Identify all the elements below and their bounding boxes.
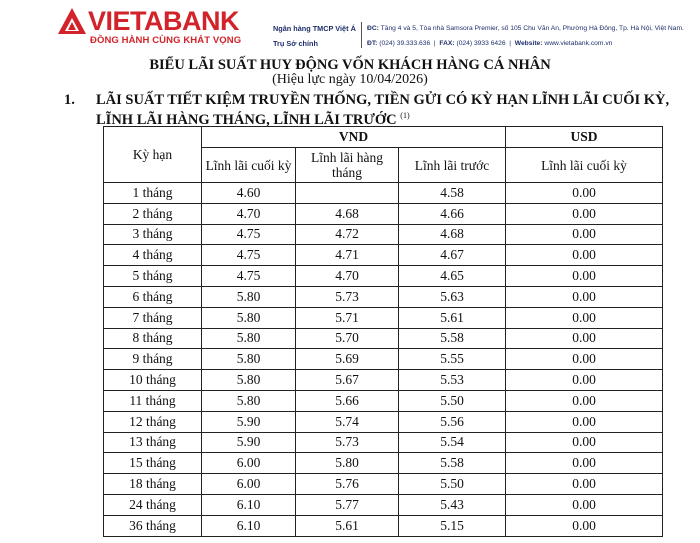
table-row — [104, 494, 663, 515]
contact-info — [367, 21, 684, 51]
term-cell: 7 tháng — [104, 307, 202, 328]
usd-header: USD — [506, 127, 663, 148]
document-title: BIỂU LÃI SUẤT HUY ĐỘNG VỐN KHÁCH HÀNG CÁ NHÂN — [149, 57, 551, 73]
rate-usd-cell: 0.00 — [506, 494, 663, 515]
rate-end-cell: 4.75 — [202, 224, 296, 245]
rate-end-cell: 5.80 — [202, 370, 296, 391]
term-cell: 3 tháng — [104, 224, 202, 245]
rate-end-cell: 4.75 — [202, 266, 296, 287]
address: Tầng 4 và 5, Tòa nhà Samsora Premier, số 105 Chu Văn An, Phường Hà Đông, Tp. Hà Nội, Việt Nam. — [380, 25, 684, 32]
section-title: LÃI SUẤT TIẾT KIỆM TRUYỀN THỐNG, TIỀN GỬI CÓ KỲ HẠN LĨNH LÃI CUỐI KỲ, LĨNH LÃI HÀNG THÁNG, LĨNH LÃI TRƯỚC $^{(1)}$ — [96, 92, 670, 128]
rate-upfront-cell: 5.50 — [399, 390, 506, 411]
table-row — [104, 203, 663, 224]
document-subtitle: (Hiệu lực ngày 10/04/2026) — [272, 72, 428, 87]
table-row — [104, 328, 663, 349]
rate-monthly-cell: 5.73 — [296, 286, 399, 307]
table-row — [104, 183, 663, 204]
table-row — [104, 474, 663, 495]
rate-monthly-cell: 5.73 — [296, 432, 399, 453]
rate-monthly-cell: 5.70 — [296, 328, 399, 349]
term-cell: 10 tháng — [104, 370, 202, 391]
rate-usd-cell: 0.00 — [506, 370, 663, 391]
rate-upfront-cell: 5.58 — [399, 453, 506, 474]
rate-monthly-cell: 5.69 — [296, 349, 399, 370]
rate-end-cell: 5.80 — [202, 390, 296, 411]
rate-end-cell: 4.70 — [202, 203, 296, 224]
table-row — [104, 307, 663, 328]
rate-monthly-cell: 5.76 — [296, 474, 399, 495]
term-cell: 9 tháng — [104, 349, 202, 370]
rate-monthly-cell — [296, 183, 399, 204]
rate-usd-cell: 0.00 — [506, 474, 663, 495]
rate-end-cell: 4.60 — [202, 183, 296, 204]
col-usd-end-header: Lĩnh lãi cuối kỳ — [506, 148, 663, 183]
rate-usd-cell: 0.00 — [506, 266, 663, 287]
rate-usd-cell: 0.00 — [506, 286, 663, 307]
rate-end-cell: 5.80 — [202, 328, 296, 349]
rate-end-cell: 6.00 — [202, 474, 296, 495]
table-row — [104, 370, 663, 391]
website-link[interactable]: www.vietabank.com.vn — [544, 40, 613, 47]
rate-end-cell: 6.10 — [202, 515, 296, 536]
rate-upfront-cell: 5.61 — [399, 307, 506, 328]
rate-end-cell: 5.80 — [202, 349, 296, 370]
table-row — [104, 245, 663, 266]
rate-end-cell: 5.80 — [202, 307, 296, 328]
table-row — [104, 224, 663, 245]
term-cell: 36 tháng — [104, 515, 202, 536]
rate-usd-cell: 0.00 — [506, 203, 663, 224]
phone-line: ĐT: (024) 39.333.636 | FAX: (024) 3933 6426 | Website: www.vietabank.com.vn — [367, 40, 613, 47]
rate-usd-cell: 0.00 — [506, 515, 663, 536]
rate-usd-cell: 0.00 — [506, 349, 663, 370]
rate-end-cell: 5.90 — [202, 432, 296, 453]
rate-usd-cell: 0.00 — [506, 328, 663, 349]
term-cell: 11 tháng — [104, 390, 202, 411]
section-number: 1. — [64, 92, 75, 108]
rate-upfront-cell: 4.66 — [399, 203, 506, 224]
rate-monthly-cell: 4.71 — [296, 245, 399, 266]
rate-end-cell: 6.00 — [202, 453, 296, 474]
rate-monthly-cell: 5.71 — [296, 307, 399, 328]
rate-upfront-cell: 4.67 — [399, 245, 506, 266]
table-row — [104, 286, 663, 307]
rate-monthly-cell: 5.67 — [296, 370, 399, 391]
logo-slogan: ĐỒNG HÀNH CÙNG KHÁT VỌNG — [90, 35, 242, 46]
logo-text: VIETABANK — [88, 6, 240, 36]
table-row — [104, 411, 663, 432]
rate-usd-cell: 0.00 — [506, 453, 663, 474]
table-row — [104, 266, 663, 287]
rate-upfront-cell: 5.56 — [399, 411, 506, 432]
rate-monthly-cell: 5.66 — [296, 390, 399, 411]
rate-monthly-cell: 5.74 — [296, 411, 399, 432]
term-cell: 2 tháng — [104, 203, 202, 224]
rate-upfront-cell: 5.58 — [399, 328, 506, 349]
rate-monthly-cell: 5.61 — [296, 515, 399, 536]
phone: (024) 39.333.636 — [379, 40, 431, 47]
term-cell: 4 tháng — [104, 245, 202, 266]
term-cell: 8 tháng — [104, 328, 202, 349]
rate-usd-cell: 0.00 — [506, 432, 663, 453]
term-cell: 6 tháng — [104, 286, 202, 307]
vnd-header: VND — [202, 127, 506, 148]
rate-monthly-cell: 5.80 — [296, 453, 399, 474]
rate-upfront-cell: 5.43 — [399, 494, 506, 515]
rate-upfront-cell: 4.68 — [399, 224, 506, 245]
term-cell: 5 tháng — [104, 266, 202, 287]
rate-usd-cell: 0.00 — [506, 390, 663, 411]
term-cell: 24 tháng — [104, 494, 202, 515]
rate-upfront-cell: 5.54 — [399, 432, 506, 453]
logo-triangle-icon — [58, 8, 86, 34]
bank-logo — [58, 6, 242, 48]
table-row — [104, 349, 663, 370]
rate-end-cell: 4.75 — [202, 245, 296, 266]
rate-usd-cell: 0.00 — [506, 245, 663, 266]
rate-usd-cell: 0.00 — [506, 307, 663, 328]
rate-usd-cell: 0.00 — [506, 411, 663, 432]
col-upfront-header: Lĩnh lãi trước — [399, 148, 506, 183]
rate-end-cell: 6.10 — [202, 494, 296, 515]
term-cell: 15 tháng — [104, 453, 202, 474]
rate-monthly-cell: 4.68 — [296, 203, 399, 224]
rate-upfront-cell: 5.53 — [399, 370, 506, 391]
address-line: ĐC: Tầng 4 và 5, Tòa nhà Samsora Premier, số 105 Chu Văn An, Phường Hà Đông, Tp. Hà Nội, Việt Nam. — [367, 25, 684, 32]
table-row — [104, 453, 663, 474]
rate-usd-cell: 0.00 — [506, 183, 663, 204]
interest-rate-table — [103, 126, 663, 537]
bank-name: Ngân hàng TMCP Việt Á — [273, 24, 356, 33]
rate-usd-cell: 0.00 — [506, 224, 663, 245]
term-cell: 12 tháng — [104, 411, 202, 432]
col-monthly-header: Lĩnh lãi hàng tháng — [296, 148, 399, 183]
rate-upfront-cell: 5.15 — [399, 515, 506, 536]
term-header: Kỳ hạn — [104, 127, 202, 183]
rate-end-cell: 5.80 — [202, 286, 296, 307]
table-row — [104, 515, 663, 536]
fax: (024) 3933 6426 — [456, 40, 506, 47]
letterhead — [0, 0, 700, 52]
col-end-header: Lĩnh lãi cuối kỳ — [202, 148, 296, 183]
term-cell: 1 tháng — [104, 183, 202, 204]
rate-end-cell: 5.90 — [202, 411, 296, 432]
rate-upfront-cell: 4.65 — [399, 266, 506, 287]
table-row — [104, 432, 663, 453]
section-footnote: (1) — [400, 111, 410, 120]
hq-label: Trụ Sở chính — [273, 39, 318, 48]
rate-upfront-cell: 5.63 — [399, 286, 506, 307]
rate-monthly-cell: 4.70 — [296, 266, 399, 287]
rate-monthly-cell: 4.72 — [296, 224, 399, 245]
rate-upfront-cell: 5.50 — [399, 474, 506, 495]
rate-upfront-cell: 4.58 — [399, 183, 506, 204]
rate-upfront-cell: 5.55 — [399, 349, 506, 370]
table-row — [104, 390, 663, 411]
term-cell: 18 tháng — [104, 474, 202, 495]
rate-monthly-cell: 5.77 — [296, 494, 399, 515]
term-cell: 13 tháng — [104, 432, 202, 453]
hq-block — [273, 21, 356, 51]
header-divider — [361, 22, 362, 48]
